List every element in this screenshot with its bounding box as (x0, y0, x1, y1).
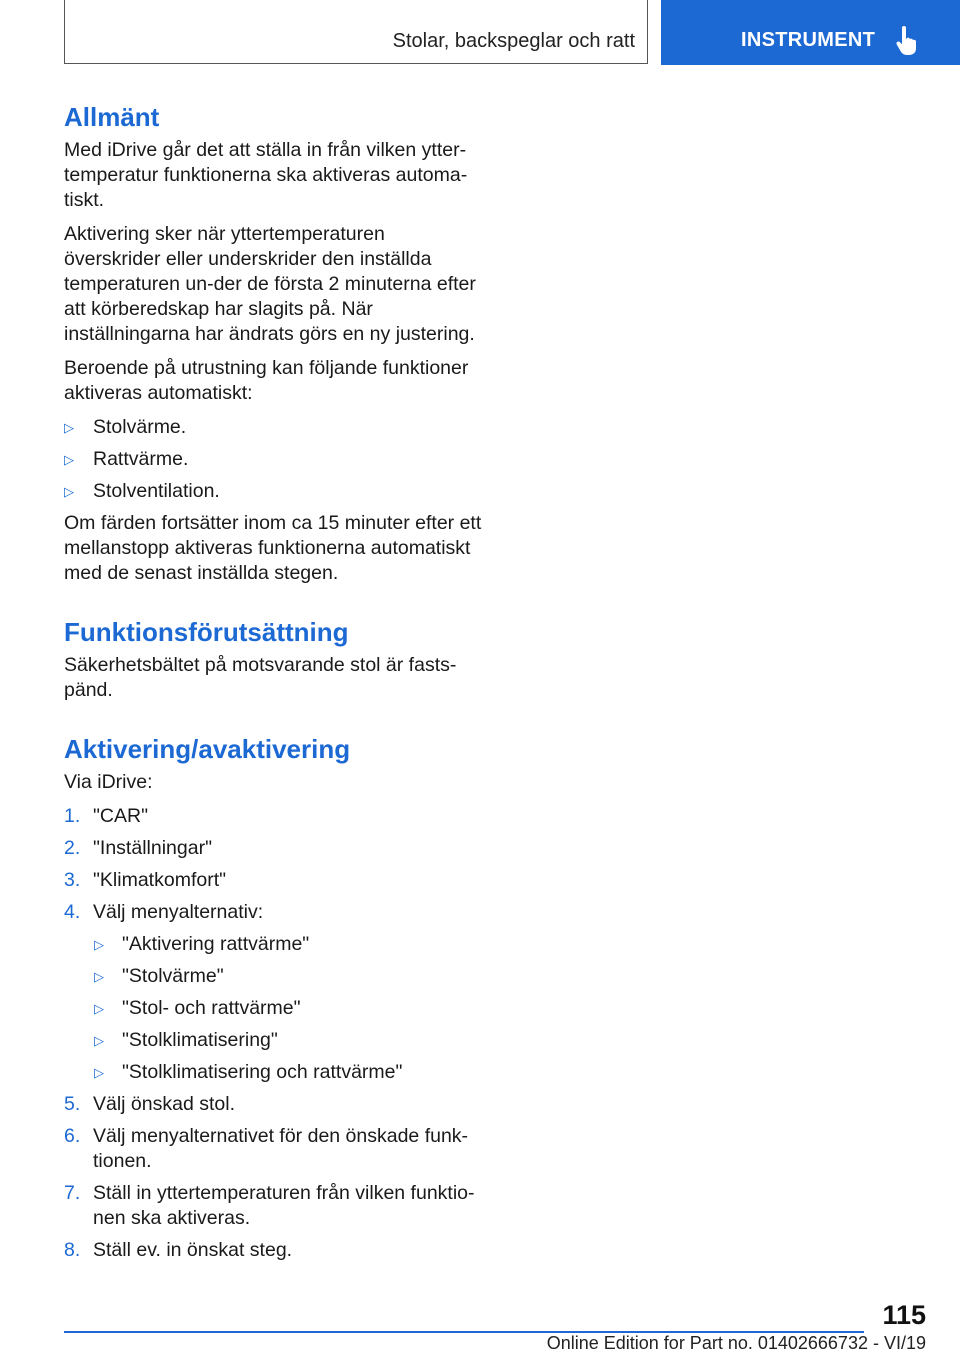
step-text: "CAR" (93, 805, 149, 827)
step-number: 8. (64, 1239, 81, 1261)
paragraph: Säkerhetsbältet på motsvarande stol är fasts-pänd. (64, 654, 457, 701)
triangle-bullet-icon: ▷ (94, 1001, 104, 1016)
step-number: 6. (64, 1125, 81, 1147)
sub-option-item (64, 1060, 484, 1085)
triangle-bullet-icon: ▷ (94, 969, 104, 984)
section-tab-label: INSTRUMENT (741, 29, 876, 51)
triangle-bullet-icon: ▷ (94, 1065, 104, 1080)
sub-option-text: "Stol- och rattvärme" (122, 997, 301, 1019)
step-number: 7. (64, 1182, 81, 1204)
bullet-text: Stolventilation. (93, 480, 220, 502)
step-text: Välj menyalternativ: (93, 901, 264, 923)
step-text: Ställ in yttertemperaturen från vilken funktio-nen ska aktiveras. (93, 1182, 475, 1229)
step-text: Välj önskad stol. (93, 1093, 235, 1115)
step-item (64, 1092, 484, 1117)
sub-option-text: "Stolvärme" (122, 965, 224, 987)
step-item (64, 868, 484, 893)
triangle-bullet-icon: ▷ (94, 1033, 104, 1048)
step-item (64, 900, 484, 925)
paragraph: Beroende på utrustning kan följande funktioner aktiveras automatiskt: (64, 357, 469, 404)
paragraph: Aktivering sker när yttertemperaturen överskrider eller underskrider den inställda temperaturen un-der de första 2 minuterna efter att körberedskap har slagits på. När inställningarna har ändrats görs en ny justering. (64, 223, 476, 345)
page-number: 115 (882, 1300, 926, 1330)
triangle-bullet-icon: ▷ (94, 937, 104, 952)
bullet-item (64, 479, 484, 504)
sub-option-text: "Aktivering rattvärme" (122, 933, 310, 955)
step-item (64, 1238, 484, 1263)
content-column (64, 100, 484, 1270)
step-number: 5. (64, 1093, 81, 1115)
paragraph: Med iDrive går det att ställa in från vilken ytter-temperatur funktionerna ska aktiveras automa-tiskt. (64, 139, 468, 211)
heading-funktionsforutsattning: Funktionsförutsättning (64, 617, 349, 647)
step-number: 4. (64, 901, 81, 923)
heading-allmant: Allmänt (64, 102, 160, 132)
bullet-text: Rattvärme. (93, 448, 189, 470)
sub-option-item (64, 932, 484, 957)
bullet-item (64, 415, 484, 440)
step-item (64, 1181, 484, 1231)
step-item (64, 804, 484, 829)
triangle-bullet-icon: ▷ (64, 420, 74, 435)
sub-option-item (64, 996, 484, 1021)
step-number: 1. (64, 805, 81, 827)
step-number: 3. (64, 869, 81, 891)
triangle-bullet-icon: ▷ (64, 452, 74, 467)
pointing-hand-icon (895, 26, 919, 56)
step-text: Ställ ev. in önskat steg. (93, 1239, 293, 1261)
sub-option-item (64, 1028, 484, 1053)
step-text: "Inställningar" (93, 837, 212, 859)
triangle-bullet-icon: ▷ (64, 484, 74, 499)
edition-note: Online Edition for Part no. 01402666732 - VI/19 (546, 1333, 926, 1353)
bullet-item (64, 447, 484, 472)
step-item (64, 1124, 484, 1174)
chapter-header (64, 0, 648, 64)
sub-option-item (64, 964, 484, 989)
sub-option-text: "Stolklimatisering" (122, 1029, 278, 1051)
paragraph: Via iDrive: (64, 771, 153, 793)
bullet-text: Stolvärme. (93, 416, 187, 438)
step-item (64, 836, 484, 861)
step-number: 2. (64, 837, 81, 859)
heading-aktivering: Aktivering/avaktivering (64, 734, 351, 764)
step-text: Välj menyalternativet för den önskade funk-tionen. (93, 1125, 469, 1172)
chapter-title: Stolar, backspeglar och ratt (392, 30, 635, 52)
section-tab[interactable] (661, 0, 960, 65)
sub-option-text: "Stolklimatisering och rattvärme" (122, 1061, 403, 1083)
paragraph: Om färden fortsätter inom ca 15 minuter efter ett mellanstopp aktiveras funktionerna automatiskt med de senast inställda stegen. (64, 512, 482, 584)
step-text: "Klimatkomfort" (93, 869, 227, 891)
